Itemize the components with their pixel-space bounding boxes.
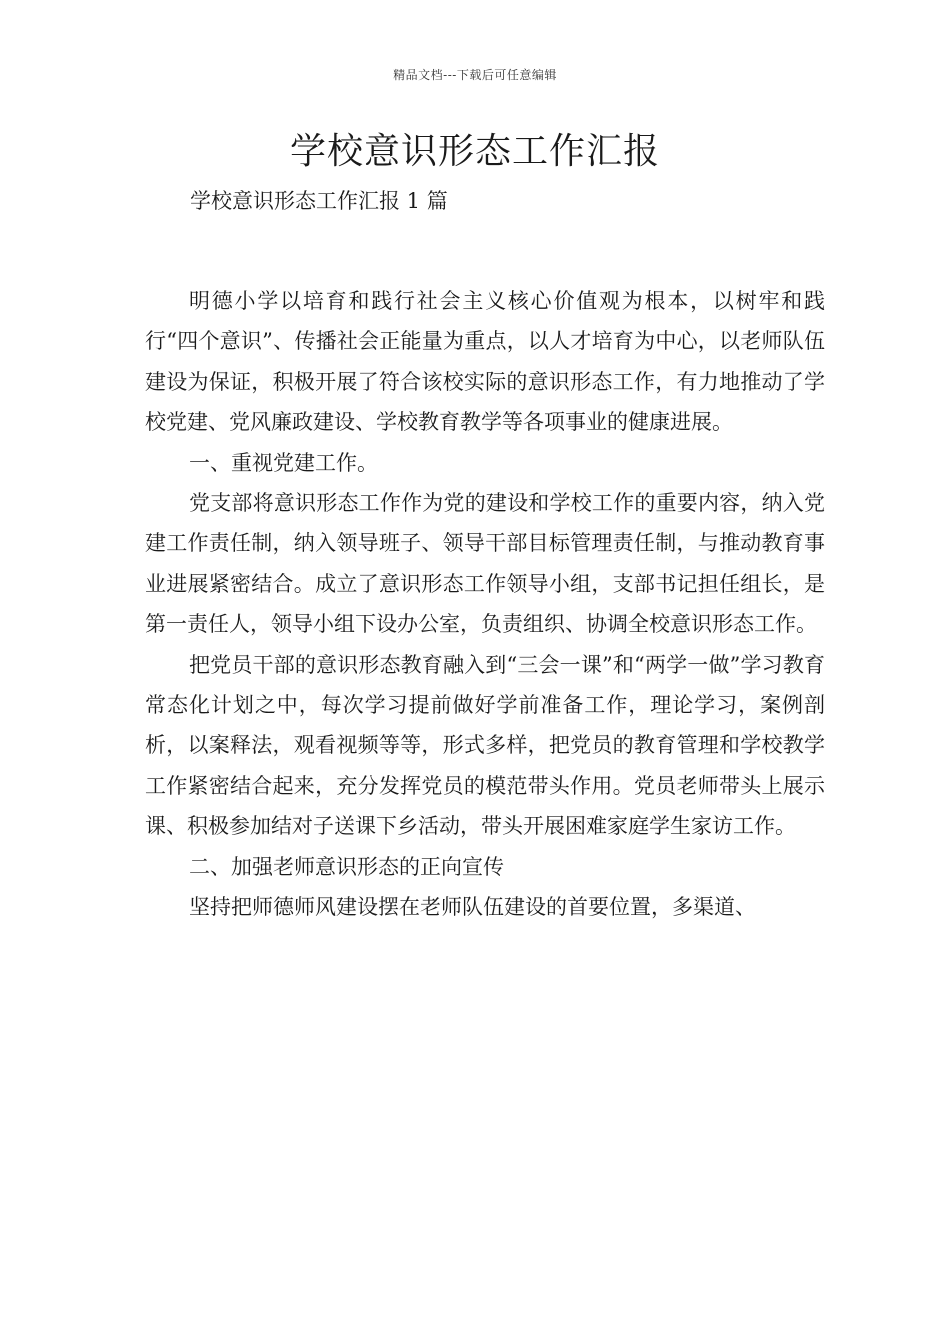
- paragraph-party-education: 把党员干部的意识形态教育融入到“三会一课”和“两学一做”学习教育常态化计划之中，每次学习提前做好学前准备工作，理论学习，案例剖析，以案释法，观看视频等等，形式多样，把党员的教育管理和学校教学工作紧密结合起来，充分发挥党员的模范带头作用。党员老师带头上展示课、积极参加结对子送课下乡活动，带头开展困难家庭学生家访工作。: [145, 652, 825, 839]
- document-title: 学校意识形态工作汇报: [289, 131, 660, 172]
- section-heading-2: 二、加强老师意识形态的正向宣传: [189, 854, 504, 879]
- paragraph-teacher-ethics: 坚持把师德师风建设摆在老师队伍建设的首要位置，多渠道、: [189, 895, 756, 920]
- document-subtitle: 学校意识形态工作汇报 1 篇: [190, 189, 448, 213]
- document-body: [145, 281, 825, 928]
- header-note: 精品文档---下载后可任意编辑: [393, 68, 557, 82]
- paragraph-party-branch: 党支部将意识形态工作作为党的建设和学校工作的重要内容，纳入党建工作责任制，纳入领导班子、领导干部目标管理责任制，与推动教育事业进展紧密结合。成立了意识形态工作领导小组，支部书记担任组长，是第一责任人，领导小组下设办公室，负责组织、协调全校意识形态工作。: [145, 491, 825, 637]
- section-heading-1: 一、重视党建工作。: [189, 450, 378, 475]
- paragraph-intro: 明德小学以培育和践行社会主义核心价值观为根本，以树牢和践行“四个意识”、传播社会正能量为重点，以人才培育为中心，以老师队伍建设为保证，积极开展了符合该校实际的意识形态工作，有力地推动了学校党建、党风廉政建设、学校教育教学等各项事业的健康进展。: [145, 289, 825, 435]
